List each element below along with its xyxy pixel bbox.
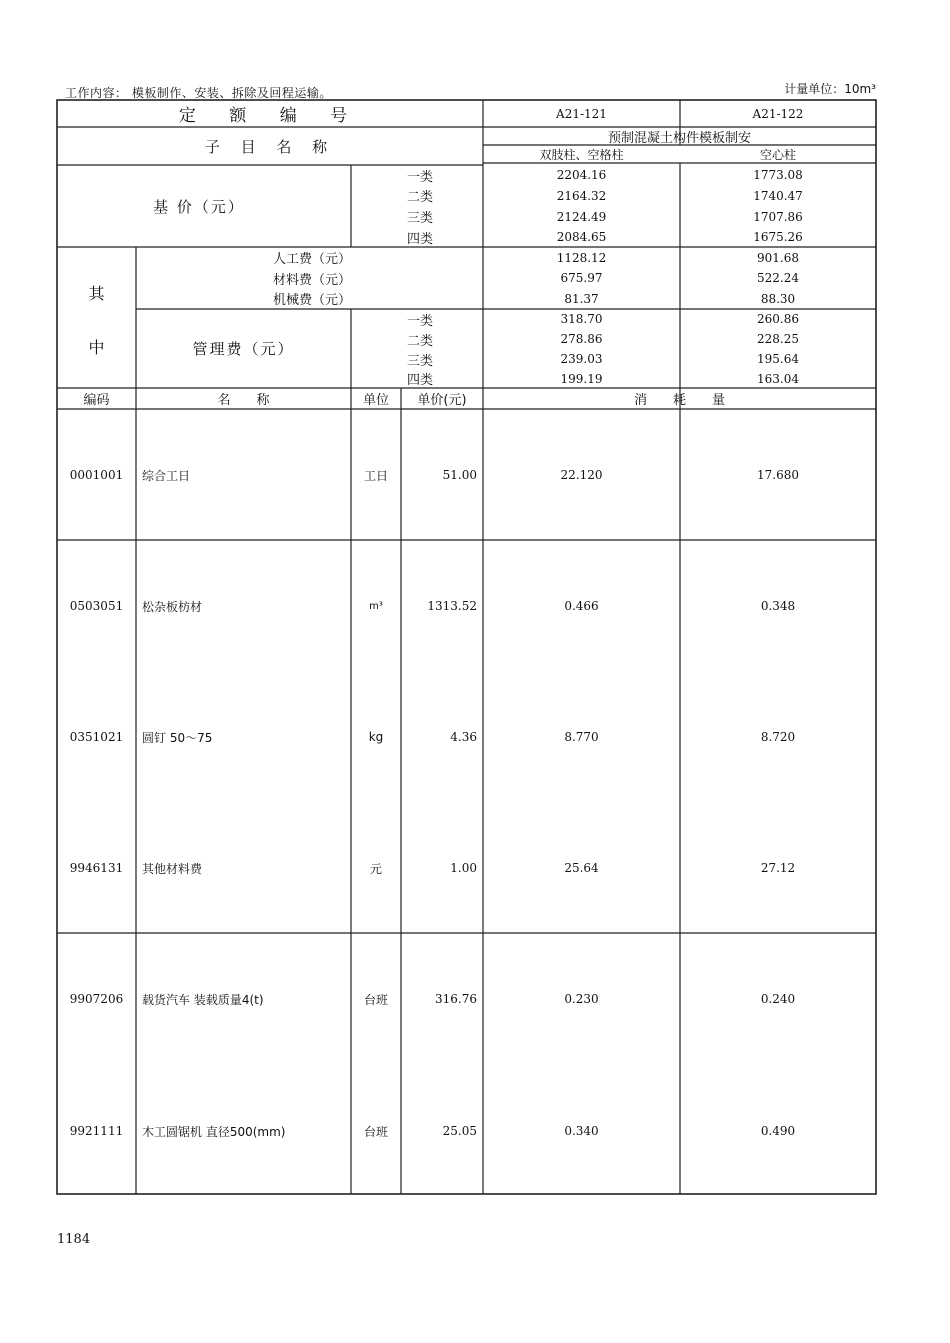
machine-fee-label: 机械费（元） — [272, 293, 351, 308]
quota-code-2: A21-122 — [752, 106, 804, 121]
table-row-unit: 台班 — [363, 992, 388, 1007]
table-row-code: 9946131 — [69, 861, 124, 875]
mgmt-c2-b: 228.25 — [757, 332, 799, 346]
base-price-c1-a: 2204.16 — [556, 168, 607, 182]
mgmt-class-3-label: 三类 — [406, 353, 433, 369]
class-4-label: 四类 — [406, 231, 433, 247]
subname-2: 空心柱 — [759, 147, 796, 162]
table-row-name: 木工圆锯机 直径500(mm) — [142, 1124, 286, 1139]
mgmt-class-2-label: 二类 — [406, 333, 433, 349]
table-row-price: 25.05 — [442, 1124, 477, 1138]
table-row-code: 0351021 — [69, 730, 124, 744]
table-row-price: 1313.52 — [427, 599, 477, 613]
table-row-unit: m³ — [369, 600, 383, 612]
table-row-name: 其他材料费 — [142, 861, 203, 876]
col-header-name: 名 称 — [217, 393, 270, 408]
item-name-label: 子 目 名 称 — [204, 137, 336, 156]
table-row-code: 0001001 — [69, 468, 124, 482]
base-price-c2-a: 2164.32 — [556, 188, 607, 203]
page-number: 1184 — [57, 1232, 91, 1247]
measurement-unit: 计量单位：10m³ — [784, 82, 876, 96]
table-row-name: 综合工日 — [142, 468, 191, 483]
base-price-c3-b: 1707.86 — [753, 209, 803, 224]
labor-fee-a: 1128.12 — [556, 250, 607, 265]
material-fee-a: 675.97 — [560, 271, 603, 285]
table-row-qty-b: 0.348 — [760, 599, 796, 613]
table-row-qty-a: 8.770 — [564, 730, 599, 744]
qi-label: 其 — [88, 283, 105, 303]
base-price-label: 基 价（元） — [153, 197, 245, 216]
zhong-label: 中 — [88, 337, 105, 357]
table-row-unit: 工日 — [363, 468, 388, 483]
class-3-label: 三类 — [406, 211, 433, 226]
base-price-c4-a: 2084.65 — [556, 230, 607, 244]
table-row-price: 1.00 — [450, 861, 477, 875]
management-fee-label: 管理费（元） — [192, 340, 295, 358]
base-price-c3-a: 2124.49 — [556, 209, 607, 224]
col-header-unit: 单位 — [362, 393, 389, 408]
mgmt-c1-a: 318.70 — [560, 312, 603, 326]
labor-fee-b: 901.68 — [757, 250, 799, 265]
mgmt-c3-b: 195.64 — [757, 352, 799, 366]
base-price-c2-b: 1740.47 — [753, 188, 803, 203]
base-price-c1-b: 1773.08 — [753, 168, 803, 182]
mgmt-c4-a: 199.19 — [560, 371, 603, 386]
col-header-price: 单价(元) — [417, 393, 467, 408]
table-row-qty-b: 17.680 — [757, 468, 799, 482]
table-row-name: 松杂板枋材 — [142, 599, 203, 614]
table-row-name: 载货汽车 装载质量4(t) — [142, 992, 264, 1007]
subname-1: 双肢柱、空格柱 — [539, 147, 624, 162]
material-fee-label: 材料费（元） — [272, 272, 351, 288]
table-row-qty-a: 25.64 — [564, 861, 599, 875]
table-row-price: 4.36 — [450, 730, 477, 744]
table-row-unit: 台班 — [363, 1124, 388, 1139]
class-2-label: 二类 — [406, 190, 433, 205]
class-1-label: 一类 — [406, 169, 433, 185]
table-row-qty-b: 8.720 — [760, 730, 796, 744]
table-row-qty-b: 27.12 — [760, 861, 796, 875]
table-row-unit: 元 — [369, 861, 382, 876]
table-row-qty-a: 0.230 — [564, 992, 599, 1006]
mgmt-class-4-label: 四类 — [406, 373, 433, 388]
table-row-name: 圆钉 50～75 — [142, 730, 213, 745]
machine-fee-b: 88.30 — [760, 291, 796, 306]
col-header-code: 编码 — [83, 393, 110, 408]
quota-code-1: A21-121 — [556, 106, 607, 121]
work-content: 工作内容： 模板制作、安装、拆除及回程运输。 — [65, 86, 332, 100]
table-row-code: 9921111 — [69, 1124, 124, 1138]
machine-fee-a: 81.37 — [564, 291, 599, 306]
table-row-qty-a: 0.466 — [564, 599, 599, 613]
quota-number-label: 定 额 编 号 — [178, 106, 362, 126]
table-row-qty-a: 22.120 — [560, 468, 603, 482]
table-row-code: 0503051 — [69, 599, 124, 613]
mgmt-class-1-label: 一类 — [406, 313, 433, 329]
table-row-code: 9907206 — [69, 992, 124, 1006]
table-row-qty-a: 0.340 — [564, 1124, 599, 1138]
mgmt-c4-b: 163.04 — [757, 371, 799, 386]
labor-fee-label: 人工费（元） — [272, 252, 351, 267]
mgmt-c3-a: 239.03 — [560, 352, 603, 366]
table-row-unit: kg — [368, 730, 384, 744]
base-price-c4-b: 1675.26 — [753, 230, 803, 244]
mgmt-c2-a: 278.86 — [560, 332, 603, 346]
table-row-qty-b: 0.490 — [760, 1124, 796, 1138]
col-header-consumption: 消 耗 量 — [633, 393, 725, 408]
mgmt-c1-b: 260.86 — [757, 312, 799, 326]
table-row-price: 51.00 — [442, 468, 477, 482]
table-row-qty-b: 0.240 — [760, 992, 796, 1006]
material-fee-b: 522.24 — [757, 271, 799, 285]
group-title: 预制混凝土构件模板制安 — [607, 130, 751, 146]
table-row-price: 316.76 — [435, 992, 477, 1006]
